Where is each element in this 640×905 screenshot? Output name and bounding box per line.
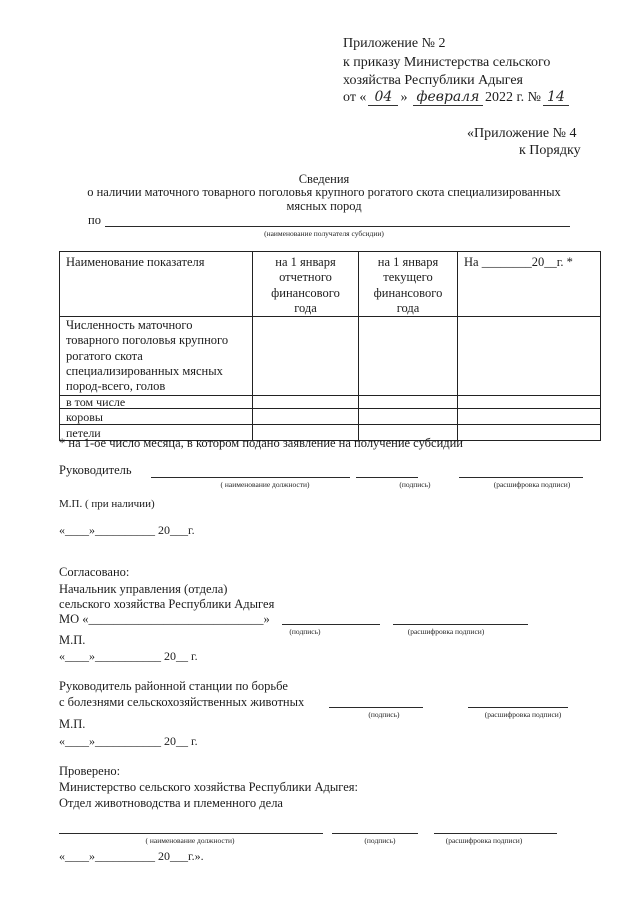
checked-decode-caption: (расшифровка подписи) [445, 836, 523, 845]
header-text: Наименование показателя [66, 255, 205, 269]
header-text: финансового [271, 285, 340, 300]
checked-line-1: Министерство сельского хозяйства Республики Адыгея: [59, 780, 358, 794]
row-label-cows [60, 408, 253, 424]
table-row [60, 395, 601, 408]
agreed-heading: Согласовано: [59, 565, 130, 579]
header-text: отчетного [279, 270, 332, 285]
table-footnote: * на 1-ое число месяца, в котором подано заявление на получение субсидии [59, 436, 463, 450]
header-text: финансового [373, 285, 443, 300]
order-line-1: к приказу Министерства сельского [343, 55, 551, 70]
value-cell [359, 395, 458, 408]
row-label-text: петели [66, 425, 101, 440]
livestock-table [59, 251, 601, 441]
head-signature-line [356, 477, 418, 478]
date-prefix: от « [343, 90, 367, 105]
vet-decode-caption: (расшифровка подписи) [484, 710, 562, 719]
value-cell [359, 317, 458, 395]
head-date-line: «____»__________ 20___г. [59, 523, 195, 537]
date-close-quote: » [400, 90, 408, 105]
head-position-line [151, 477, 350, 478]
row-label-total [60, 317, 253, 395]
agreed-date-line: «____»___________ 20__ г. [59, 649, 198, 663]
vet-signature-caption: (подпись) [368, 710, 400, 719]
header-text: на 1 января [275, 255, 336, 269]
checked-signature-line [332, 833, 418, 834]
agreed-line-1: Начальник управления (отдела) [59, 582, 228, 596]
header-text: На ________20__г. * [464, 255, 573, 269]
document-subtitle-2: мясных пород [286, 199, 362, 213]
value-cell [253, 408, 359, 424]
row-label-text: рогатого скота [66, 348, 143, 363]
vet-line-1: Руководитель районной станции по борьбе [59, 679, 288, 693]
handwritten-month: февраля [413, 89, 483, 106]
document-subtitle-1: о наличии маточного товарного поголовья крупного рогатого скота специализированных [87, 185, 561, 199]
document-title: Сведения [298, 172, 350, 186]
order-date-line [343, 89, 571, 106]
row-label-text: коровы [66, 409, 103, 424]
header-text: текущего [383, 270, 433, 285]
vet-date-line: «____»___________ 20__ г. [59, 734, 198, 748]
agreed-decode-caption: (расшифровка подписи) [407, 627, 485, 636]
header-text: года [294, 300, 317, 315]
checked-position-caption: ( наименование должности) [145, 836, 235, 845]
row-label-text: специализированных мясных [66, 364, 223, 379]
recipient-line [105, 226, 570, 227]
value-cell [458, 408, 601, 424]
value-cell [359, 408, 458, 424]
vet-signature-line [329, 707, 423, 708]
header-text: на 1 января [377, 255, 439, 269]
row-label-text: Численность маточного [66, 318, 193, 333]
value-cell [458, 395, 601, 408]
recipient-prefix: по [88, 213, 101, 227]
head-decode-line [459, 477, 583, 478]
table-row [60, 408, 601, 424]
appendix-4-subtitle: к Порядку [519, 143, 581, 158]
head-stamp-label: М.П. ( при наличии) [59, 498, 155, 510]
agreed-signature-caption: (подпись) [289, 627, 321, 636]
vet-decode-line [468, 707, 568, 708]
header-cell-indicator [60, 252, 253, 317]
agreed-stamp-label: М.П. [59, 633, 86, 647]
agreed-line-2: сельского хозяйства Республики Адыгея [59, 597, 275, 611]
agreed-decode-line [393, 624, 528, 625]
appendix-4-title: «Приложение № 4 [467, 126, 577, 141]
checked-position-line [59, 833, 323, 834]
checked-date-line: «____»__________ 20___г.». [59, 849, 204, 863]
value-cell [253, 317, 359, 395]
vet-stamp-label: М.П. [59, 717, 86, 731]
value-cell [458, 317, 601, 395]
checked-signature-caption: (подпись) [364, 836, 396, 845]
value-cell [253, 395, 359, 408]
agreed-signature-line [282, 624, 380, 625]
head-label: Руководитель [59, 463, 132, 477]
checked-line-2: Отдел животноводства и племенного дела [59, 796, 283, 810]
row-label-including [60, 395, 253, 408]
appendix-2-title: Приложение № 2 [343, 36, 446, 51]
head-decode-caption: (расшифровка подписи) [493, 480, 571, 489]
table-header-row [60, 252, 601, 317]
date-year-number: 2022 г. № [484, 90, 541, 105]
table-row [60, 317, 601, 395]
header-cell-current-year [359, 252, 458, 317]
vet-line-2: с болезнями сельскохозяйственных животных [59, 695, 305, 709]
head-position-caption: ( наименование должности) [220, 480, 310, 489]
checked-heading: Проверено: [59, 764, 121, 778]
header-text: года [396, 300, 420, 315]
order-line-2: хозяйства Республики Адыгея [343, 73, 523, 88]
header-cell-reporting-year [253, 252, 359, 317]
head-signature-caption: (подпись) [399, 480, 431, 489]
row-label-text: товарного поголовья крупного [66, 333, 229, 348]
header-cell-date [458, 252, 601, 317]
handwritten-day: 04 [368, 89, 398, 106]
value-cell [458, 424, 601, 440]
row-label-text: пород-всего, голов [66, 379, 166, 394]
recipient-caption: (наименование получателя субсидии) [264, 229, 384, 238]
checked-decode-line [434, 833, 557, 834]
handwritten-order-number: 14 [543, 89, 569, 106]
agreed-municipality-line: МО «____________________________» [59, 612, 270, 626]
row-label-text: в том числе [66, 395, 126, 409]
